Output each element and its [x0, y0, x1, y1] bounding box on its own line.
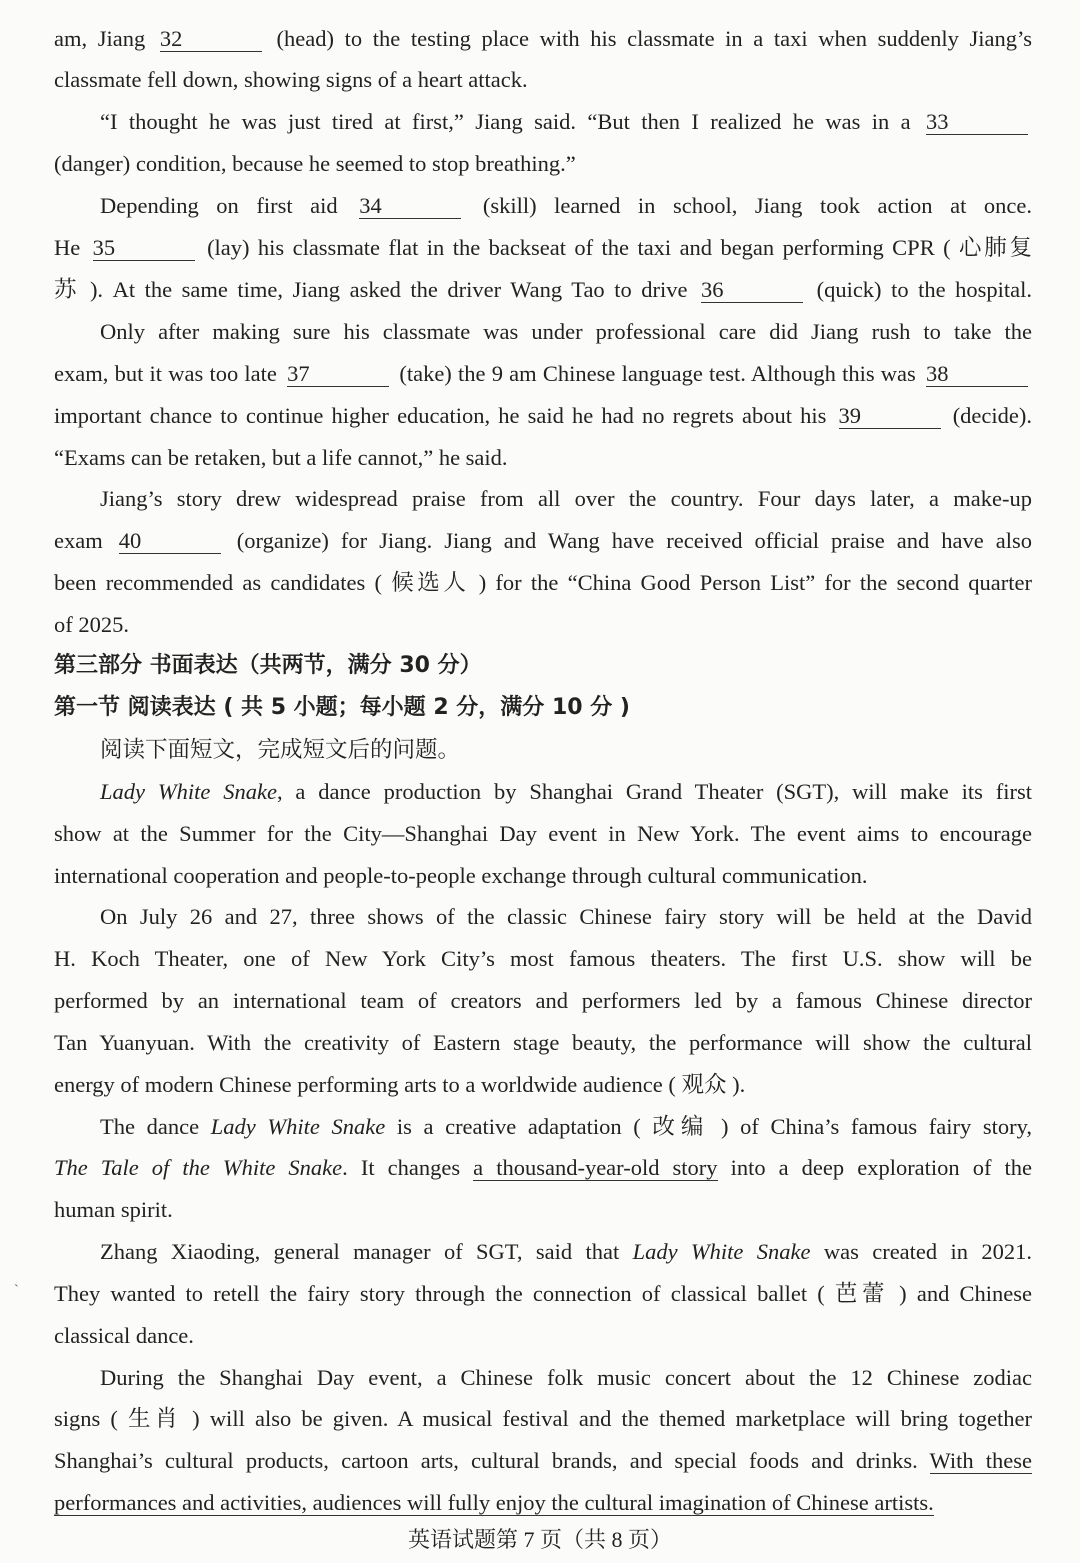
blank-33: 33: [926, 110, 1028, 135]
blank-36: 36: [701, 278, 803, 303]
blank-35: 35: [93, 236, 195, 261]
cloze-line-2: classmate fell down, showing signs of a heart attack.: [54, 67, 528, 92]
passage-line-9: The dance Lady White Snake is a creative adaptation ( 改编 ) of China’s famous fairy story,: [100, 1114, 1033, 1139]
cloze-line-3: “I thought he was just tired at first,” Jiang said. “But then I realized he was in a 33: [100, 107, 1032, 137]
passage-line-6: performed by an international team of creators and performers led by a famous Chinese director: [54, 988, 1032, 1013]
blank-39: 39: [839, 404, 941, 429]
section-heading: 第三部分 书面表达（共两节，满分 30 分）: [54, 653, 482, 678]
passage-line-10: The Tale of the White Snake. It changes a thousand-year-old story into a deep exploration of the: [54, 1155, 1033, 1180]
blank-34: 34: [359, 194, 461, 219]
cloze-line-5: Depending on first aid 34 (skill) learned in school, Jiang took action at once.: [100, 193, 1033, 218]
blank-32: 32: [160, 27, 262, 52]
passage-line-15: During the Shanghai Day event, a Chinese folk music concert about the 12 Chinese zodiac: [100, 1365, 1032, 1390]
passage-line-4: On July 26 and 27, three shows of the classic Chinese fairy story will be held at the David: [100, 904, 1032, 929]
page-footer: 英语试题第 7 页（共 8 页）: [407, 1527, 672, 1552]
passage-line-12: Zhang Xiaoding, general manager of SGT, said that Lady White Snake was created in 2021.: [100, 1239, 1032, 1264]
cloze-line-13: exam 40 (organize) for Jiang. Jiang and Wang have received official praise and have also: [54, 528, 1033, 553]
passage-line-2: show at the Summer for the City—Shanghai Day event in New York. The event aims to encourage: [54, 821, 1032, 846]
cloze-line-14: been recommended as candidates ( 候选人 ) for the “China Good Person List” for the second quarter: [54, 570, 1032, 595]
section-subheading: 第一节 阅读表达 ( 共 5 小题；每小题 2 分，满分 10 分 ): [54, 695, 630, 720]
passage-line-8: energy of modern Chinese performing arts to a worldwide audience ( 观众 ).: [54, 1072, 746, 1097]
cloze-line-10: important chance to continue higher education, he said he had no regrets about his 39 (decide).: [54, 403, 1033, 428]
passage-line-11: human spirit.: [54, 1197, 173, 1222]
blank-40: 40: [119, 529, 221, 554]
underlined-sentence-end: performances and activities, audiences will fully enjoy the cultural imagination of Chinese artists.: [54, 1490, 934, 1515]
blank-38: 38: [926, 362, 1028, 387]
cloze-line-9: exam, but it was too late 37 (take) the 9 am Chinese language test. Although this was 38: [54, 359, 1032, 389]
cloze-line-6: He 35 (lay) his classmate flat in the backseat of the taxi and began performing CPR ( 心肺复: [54, 235, 1033, 260]
cloze-line-15: of 2025.: [54, 612, 129, 637]
blank-37: 37: [287, 362, 389, 387]
passage-line-1: Lady White Snake, a dance production by Shanghai Grand Theater (SGT), will make its first: [100, 779, 1032, 804]
cloze-line-12: Jiang’s story drew widespread praise from all over the country. Four days later, a make-up: [100, 486, 1032, 511]
underlined-phrase: a thousand-year-old story: [473, 1155, 718, 1180]
passage-line-5: H. Koch Theater, one of New York City’s most famous theaters. The first U.S. show will be: [54, 946, 1032, 971]
cloze-line-11: “Exams can be retaken, but a life cannot,” he said.: [54, 445, 508, 470]
passage-line-16: signs ( 生肖 ) will also be given. A musical festival and the themed marketplace will bring together: [54, 1406, 1032, 1431]
cloze-line-1: am, Jiang 32 (head) to the testing place with his classmate in a taxi when suddenly Jiang’s: [54, 26, 1033, 51]
passage-line-18: [54, 1488, 1032, 1518]
passage-line-3: international cooperation and people-to-people exchange through cultural communication.: [54, 863, 868, 888]
passage-line-13: They wanted to retell the fairy story through the connection of classical ballet ( 芭蕾 ) and Chinese: [54, 1281, 1032, 1306]
instructions: 阅读下面短文，完成短文后的问题。: [100, 737, 461, 762]
cloze-line-8: Only after making sure his classmate was under professional care did Jiang rush to take the: [100, 319, 1032, 344]
cloze-line-7: 苏 ). At the same time, Jiang asked the driver Wang Tao to drive 36 (quick) to the hospital.: [54, 277, 1033, 302]
underlined-sentence-start: With these: [929, 1448, 1032, 1473]
passage-line-7: Tan Yuanyuan. With the creativity of Eastern stage beauty, the performance will show the cultural: [54, 1030, 1032, 1055]
cloze-line-4: (danger) condition, because he seemed to stop breathing.”: [54, 151, 576, 176]
passage-line-17: Shanghai’s cultural products, cartoon arts, cultural brands, and special foods and drinks. With these: [54, 1448, 1032, 1473]
passage-line-14: classical dance.: [54, 1323, 194, 1348]
stray-mark: `: [14, 1283, 19, 1298]
